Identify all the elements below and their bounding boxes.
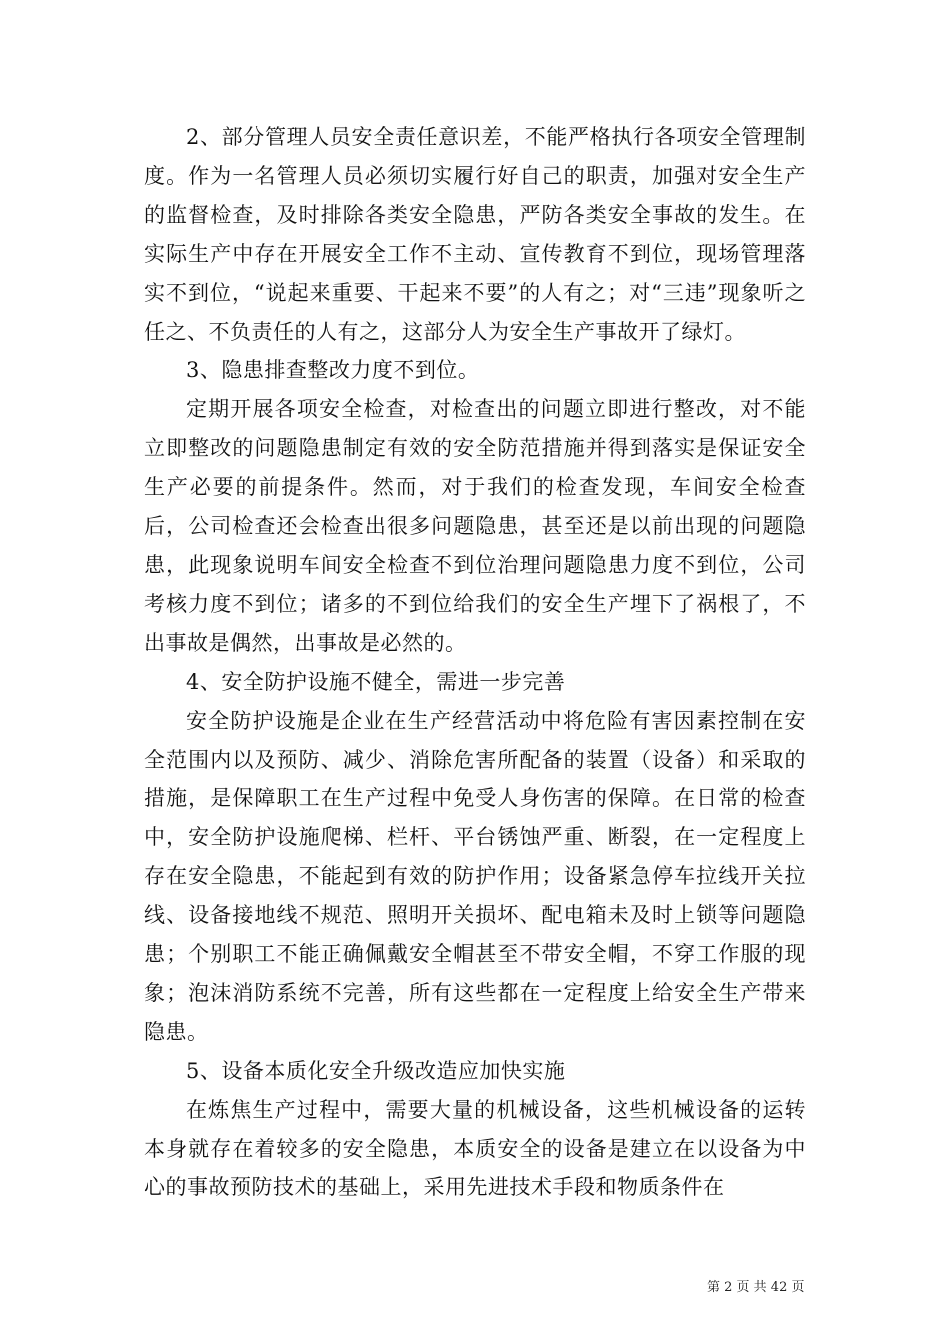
heading-item-3: 3、隐患排查整改力度不到位。 bbox=[186, 358, 480, 383]
document-body bbox=[144, 118, 806, 1207]
paragraph-inspection: 定期开展各项安全检查，对检查出的问题立即进行整改，对不能立即整改的问题隐患制定有效的安全防范措施并得到落实是保证安全生产必要的前提条件。然而，对于我们的检查发现，车间安全检查后，公司检查还会检查出很多问题隐患，甚至还是以前出现的问题隐患，此现象说明车间安全检查不到位治理问题隐患力度不到位，公司考核力度不到位；诸多的不到位给我们的安全生产埋下了祸根了，不出事故是偶然，出事故是必然的。 bbox=[144, 397, 806, 655]
page-number-footer: 第 2 页 共 42 页 bbox=[707, 1280, 805, 1295]
paragraph-equipment-safety: 在炼焦生产过程中，需要大量的机械设备，这些机械设备的运转本身就存在着较多的安全隐患，本质安全的设备是建立在以设备为中心的事故预防技术的基础上，采用先进技术手段和物质条件在 bbox=[144, 1097, 806, 1200]
heading-item-5: 5、设备本质化安全升级改造应加快实施 bbox=[186, 1058, 566, 1083]
heading-item-4: 4、安全防护设施不健全，需进一步完善 bbox=[186, 669, 566, 694]
paragraph-item-2: 2、部分管理人员安全责任意识差，不能严格执行各项安全管理制度。作为一名管理人员必须切实履行好自己的职责，加强对安全生产的监督检查，及时排除各类安全隐患，严防各类安全事故的发生。在实际生产中存在开展安全工作不主动、宣传教育不到位，现场管理落实不到位，“说起来重要、干起来不要”的人有之；对“三违”现象听之任之、不负责任的人有之，这部分人为安全生产事故开了绿灯。 bbox=[144, 125, 806, 344]
paragraph-protection-facilities: 安全防护设施是企业在生产经营活动中将危险有害因素控制在安全范围内以及预防、减少、消除危害所配备的装置（设备）和采取的措施，是保障职工在生产过程中免受人身伤害的保障。在日常的检查中，安全防护设施爬梯、栏杆、平台锈蚀严重、断裂，在一定程度上存在安全隐患，不能起到有效的防护作用；设备紧急停车拉线开关拉线、设备接地线不规范、照明开关损坏、配电箱未及时上锁等问题隐患；个别职工不能正确佩戴安全帽甚至不带安全帽，不穿工作服的现象；泡沫消防系统不完善，所有这些都在一定程度上给安全生产带来隐患。 bbox=[144, 708, 806, 1044]
